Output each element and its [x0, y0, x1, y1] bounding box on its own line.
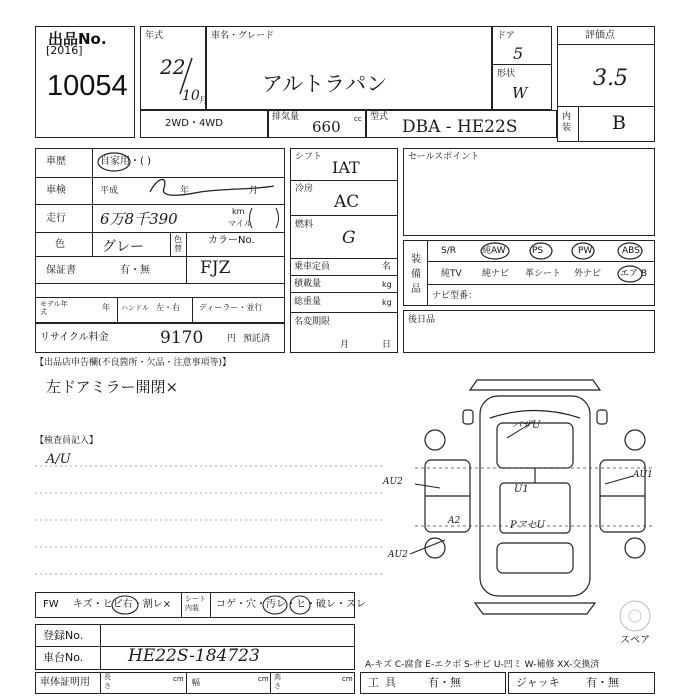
door-label: ドア	[497, 31, 515, 41]
height-label: 高さ	[274, 673, 281, 690]
damage-legend: A-キズ C-腐食 E-エクボ S-サビ U-凹ミ W-補修 XX-交換済	[365, 660, 600, 670]
equip-item: 純TV	[441, 269, 462, 279]
equip-item: エア B	[620, 269, 648, 279]
lot-label: 出品No.	[48, 30, 107, 48]
capacity-label: 乗車定員	[294, 262, 331, 272]
length-cm: cm	[173, 675, 184, 683]
diagram-mark-arrow	[505, 420, 535, 440]
length-label: 長さ	[104, 673, 111, 690]
color-no-label: カラーNo.	[208, 235, 255, 246]
gross-unit: kg	[382, 298, 392, 307]
sales-point-label: セールスポイント	[408, 152, 480, 162]
eq-line-5	[290, 292, 398, 293]
ac-label: 冷房	[295, 184, 314, 194]
history-options: 自家用・( )	[100, 156, 151, 167]
color-col-line	[170, 232, 171, 256]
equip-label: 装備品	[411, 254, 421, 295]
diagram-mark-rear: PアセU	[510, 520, 546, 531]
color-no-value: FJZ	[200, 258, 231, 278]
displacement-unit: cc	[354, 115, 362, 123]
displacement-label: 排気量	[272, 112, 300, 122]
history-circle-mark	[96, 151, 132, 173]
mileage-unit-mile: マイル	[228, 219, 252, 228]
year-value: 22	[160, 55, 186, 79]
declaration-label: 【出品店申告欄(不良箇所・欠品・注意事項等)】	[35, 358, 232, 368]
recycle-label: リサイクル料金	[40, 332, 109, 343]
name-value: アルトラパン	[262, 72, 388, 96]
deadline-month: 月	[340, 340, 350, 350]
shift-value: IAT	[332, 158, 360, 177]
shape-label: 形状	[497, 69, 516, 79]
month-value: 10	[182, 88, 200, 104]
eq-line-3	[290, 258, 398, 259]
name-label: 車名・グレード	[211, 31, 275, 41]
cert-col-2	[186, 672, 187, 694]
equip-item: 革シート	[525, 269, 562, 279]
diagram-mark-right: AU1	[633, 470, 653, 480]
seat-items: コゲ・穴・汚レ・ヒ・破レ・スレ	[216, 599, 366, 610]
spare-tire-icon	[615, 598, 655, 634]
navi-label: ナビ型番：	[432, 291, 478, 301]
equip-item: PW	[578, 246, 593, 256]
history-label: 車歴	[46, 156, 66, 167]
equip-circle-marks	[470, 240, 655, 288]
width-label: 幅	[192, 678, 200, 687]
door-divider	[492, 64, 552, 65]
score-header-line	[557, 44, 655, 45]
fw-items: キズ・ヒビ右・割レ×	[73, 599, 172, 610]
color-change-label: 色替	[174, 235, 182, 253]
equip-item: 外ナビ	[574, 269, 602, 279]
load-label: 積載量	[294, 279, 322, 289]
recycle-unit: 円	[227, 334, 237, 344]
chassis-value: HE22S-184723	[128, 646, 260, 666]
height-cm: cm	[342, 675, 353, 683]
month-unit: 月	[199, 96, 209, 106]
glass-circle-marks	[100, 592, 330, 618]
score-label: 評価点	[585, 30, 615, 41]
diagram-mark-left: AU2	[383, 477, 403, 487]
row-line-6	[35, 297, 285, 298]
inspection-month: 月	[249, 186, 259, 196]
jack-label: ジャッキ	[516, 676, 560, 689]
reg-col-line	[100, 624, 101, 670]
inspection-era: 平成	[100, 186, 119, 196]
interior-value: B	[612, 112, 626, 134]
recycle-value: 9170	[160, 328, 204, 348]
width-cm: cm	[258, 675, 269, 683]
door-value: 5	[513, 44, 524, 63]
model-label: 型式	[370, 112, 389, 122]
equip-item: S/R	[441, 246, 456, 256]
warranty-label: 保証書	[46, 265, 76, 276]
deadline-label: 名変期限	[294, 317, 331, 327]
warranty-options: 有・無	[120, 265, 150, 276]
displacement-value: 660	[312, 118, 341, 136]
mileage-unit-km: km	[232, 207, 245, 216]
handle-label: ハンドル	[121, 304, 149, 312]
color-label: 色	[55, 239, 65, 250]
cert-col-3	[270, 672, 271, 694]
dealer-label: ディーラー・並行	[199, 303, 263, 312]
model-value: DBA - HE22S	[402, 117, 518, 137]
capacity-unit: 名	[382, 262, 392, 272]
color-value: グレー	[102, 239, 144, 255]
handle-options: 左・右	[156, 303, 180, 312]
handle-col-line	[192, 297, 193, 323]
tools-options: 有・無	[428, 676, 461, 689]
diagram-mark-roof: U1	[514, 484, 529, 495]
model-year-unit: 年	[102, 303, 110, 312]
diagram-mark-rear-left: A2	[448, 516, 461, 526]
inspection-label: 車検	[46, 185, 66, 196]
inspector-lines	[35, 446, 395, 596]
score-divider	[557, 106, 655, 107]
diagram-mark-bumper: バザU	[512, 420, 541, 431]
fuel-label: 燃料	[295, 220, 314, 230]
lot-number: 10054	[47, 70, 128, 102]
row-line-4	[35, 256, 285, 257]
cert-label: 車体証明用	[40, 677, 90, 688]
year-stamp: [2016]	[46, 44, 83, 57]
inspector-label: 【検査員記入】	[35, 436, 99, 446]
row-line-2	[35, 204, 285, 205]
equip-item: 純ナビ	[482, 269, 510, 279]
mileage-paren	[246, 206, 282, 230]
spare-label: スペア	[620, 635, 650, 646]
cert-col-1	[100, 672, 101, 694]
inspection-scribble	[140, 172, 280, 202]
ac-value: AC	[334, 192, 360, 212]
declaration-text: 左ドアミラー開閉×	[46, 378, 179, 396]
eq-line-6	[290, 312, 398, 313]
score-value: 3.5	[593, 66, 628, 91]
tools-label: 工具	[368, 676, 402, 689]
inspection-year: 年	[180, 186, 190, 196]
row-line-3	[35, 232, 285, 233]
aftermarket-box	[403, 310, 655, 353]
eq-line-2	[290, 215, 398, 216]
shift-label: シフト	[295, 152, 323, 162]
aftermarket-label: 後日品	[408, 315, 436, 325]
drive-label: 2WD・4WD	[165, 118, 223, 129]
diagram-mark-rear-side: AU2	[388, 550, 408, 560]
jack-options: 有・無	[586, 676, 619, 689]
model-col-line	[117, 297, 118, 323]
shape-value: W	[512, 84, 528, 102]
mileage-value: 6万8千390	[100, 210, 178, 228]
equip-col-line	[427, 240, 428, 306]
equip-item: PS	[532, 246, 544, 256]
interior-divider	[578, 106, 579, 142]
load-unit: kg	[382, 280, 392, 289]
row-line-5	[35, 283, 285, 284]
eq-line-1	[290, 180, 398, 181]
recycle-deposit: 預託済	[243, 334, 271, 344]
chassis-label: 車台No.	[43, 651, 84, 664]
color-col-line2	[186, 232, 187, 283]
interior-label: 内装	[562, 112, 572, 133]
mileage-label: 走行	[46, 213, 66, 224]
reg-no-label: 登録No.	[43, 629, 84, 642]
fw-label: FW	[43, 599, 59, 610]
model-year-label: モデル年式	[40, 300, 68, 316]
fuel-value: G	[342, 228, 356, 248]
inspector-text: A/U	[46, 452, 71, 467]
equip-item: ABS	[622, 246, 640, 256]
year-label: 年式	[145, 31, 164, 41]
equip-item: 純AW	[482, 246, 506, 256]
history-col-line	[92, 148, 93, 256]
eq-line-4	[290, 275, 398, 276]
seat-label: シート内装	[185, 595, 206, 612]
gross-label: 総重量	[294, 297, 322, 307]
deadline-day: 日	[382, 340, 392, 350]
